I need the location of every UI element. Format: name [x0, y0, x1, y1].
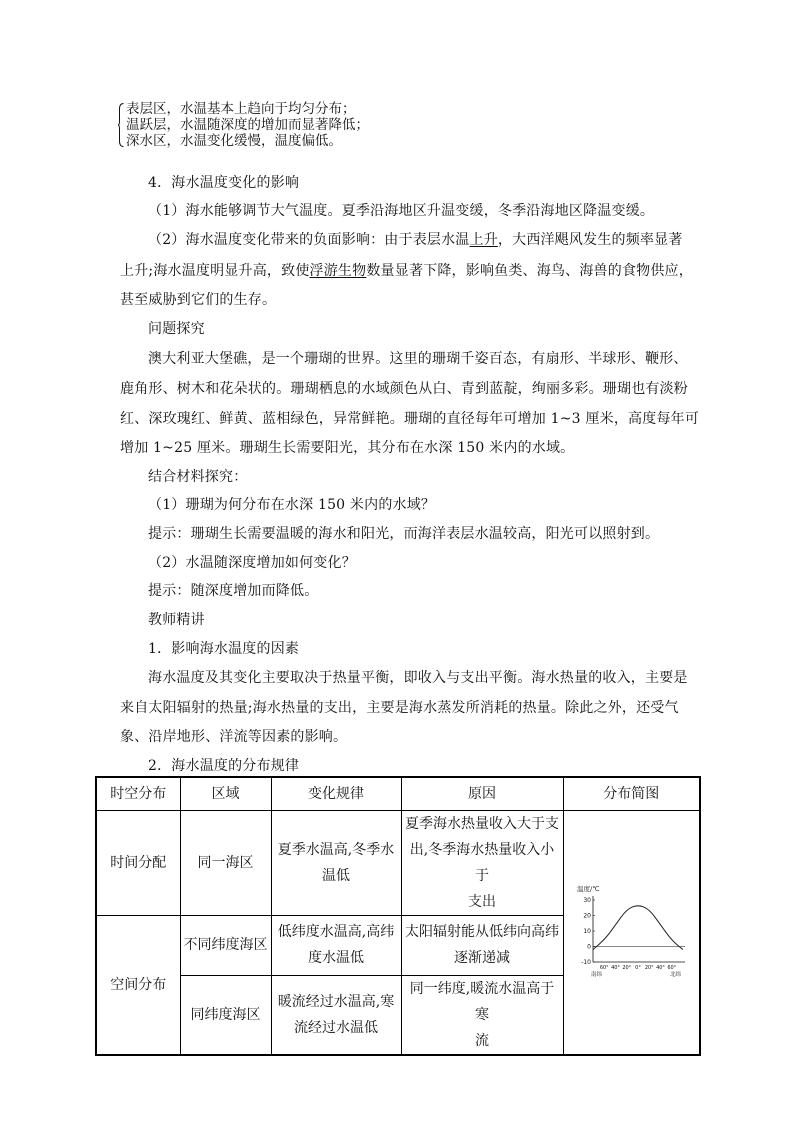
cell-line: 夏季水温高,冬季水	[277, 841, 395, 858]
temperature-distribution-table	[95, 776, 701, 1056]
ocean-layers-brace-list	[118, 101, 369, 149]
table-row-time	[96, 810, 700, 915]
section4-paragraph-2-line-3: 甚至威胁到它们的生存。	[120, 292, 277, 308]
chart-x-tick-label: 60°	[667, 964, 677, 971]
factors-heading: 1．影响海水温度的因素	[148, 641, 300, 657]
time-rule	[271, 810, 401, 915]
chart-ylabel: 温度/℃	[577, 884, 600, 893]
distribution-heading: 2．海水温度的分布规律	[148, 758, 300, 774]
cell-line: 度水温低	[308, 950, 364, 966]
inquiry-line-1: 澳大利亚大堡礁，是一个珊瑚的世界。这里的珊瑚千姿百态，有扇形、半球形、鞭形、	[148, 351, 688, 367]
factors-line-2: 来自太阳辐射的热量;海水热量的支出，主要是海水蒸发所消耗的热量。除此之外，还受气	[120, 700, 679, 716]
cell-line: 太阳辐射能从低纬向高纬	[405, 924, 559, 940]
inquiry-answer-2: 提示：随深度增加而降低。	[148, 583, 319, 599]
inquiry-question-1: （1）珊瑚为何分布在水深 150 米内的水域？	[148, 497, 436, 513]
header-region: 区域	[180, 777, 271, 810]
inquiry-line-4: 增加 1~25 厘米。珊瑚生长需要阳光，其分布在水深 150 米内的水域。	[120, 440, 575, 456]
space-rule-latitude	[271, 915, 401, 975]
chart-y-tick-label: 10	[583, 927, 592, 935]
header-rule: 变化规律	[271, 777, 401, 810]
underlined-text: 上升	[469, 232, 498, 248]
underlined-text: 浮游生物	[309, 263, 367, 279]
section4-paragraph-2-line-2	[120, 260, 693, 280]
chart-y-tick-label: 0	[587, 943, 592, 950]
brace-line-surface: 表层区，水温基本上趋向于均匀分布；	[126, 101, 356, 117]
header-time-space: 时空分布	[96, 777, 180, 810]
space-label: 空间分布	[96, 915, 180, 1055]
chart-x-tick-label: 60°	[600, 964, 609, 971]
cell-line: 流	[475, 1032, 489, 1049]
distribution-chart-cell	[563, 810, 700, 1055]
cell-line: 夏季海水热量收入大于支	[405, 815, 559, 832]
chart-y-tick-label: 30	[583, 896, 592, 904]
text-span: 数量显著下降，影响鱼类、海鸟、海兽的食物供应，	[366, 263, 693, 279]
inquiry-heading: 问题探究	[148, 321, 205, 337]
brace-line-thermocline: 温跃层，水温随深度的增加而显著降低；	[126, 117, 369, 133]
inquiry-line-2: 鹿角形、树木和花朵状的。珊瑚栖息的水域颜色从白、青到蓝靛，绚丽多彩。珊瑚也有淡粉	[120, 381, 688, 397]
time-label: 时间分配	[96, 810, 180, 915]
inquiry-prompt: 结合材料探究：	[148, 469, 248, 485]
space-region-latitude: 不同纬度海区	[180, 915, 271, 975]
section4-heading: 4．海水温度变化的影响	[148, 175, 300, 191]
teacher-heading: 教师精讲	[148, 612, 205, 628]
section4-paragraph-2-line-1	[148, 229, 683, 249]
cell-line: 支出	[468, 893, 496, 910]
cell-line: 温低	[322, 867, 350, 884]
cell-line: 暖流经过水温高,寒	[277, 993, 395, 1010]
temperature-latitude-chart	[571, 878, 691, 978]
chart-y-tick-label: 20	[583, 912, 592, 919]
chart-x-tick-label: 0°	[635, 964, 642, 971]
time-reason	[401, 810, 563, 915]
cell-line: 同一纬度,暖流水温高于寒	[409, 980, 555, 1023]
space-rule-same	[271, 975, 401, 1055]
space-reason-latitude	[401, 915, 563, 975]
table-header-row	[96, 777, 700, 810]
space-region-same: 同纬度海区	[180, 975, 271, 1055]
inquiry-line-3: 红、深玫瑰红、鲜黄、蓝相绿色，异常鲜艳。珊瑚的直径每年可增加 1~3 厘米，高度每年可	[120, 411, 700, 427]
left-brace-icon	[118, 103, 124, 147]
text-span: 上升;海水温度明显升高，致使	[120, 263, 310, 279]
chart-x-left-label: 南纬	[591, 971, 603, 978]
chart-x-tick-label: 40°	[656, 964, 666, 971]
chart-x-tick-label: 20°	[622, 964, 632, 971]
space-reason-same	[401, 975, 563, 1055]
text-span: ，大西洋飓风发生的频率显著	[497, 232, 683, 248]
chart-temperature-curve	[593, 905, 683, 949]
header-reason: 原因	[401, 777, 563, 810]
chart-y-tick-label: -10	[581, 958, 592, 966]
cell-line: 逐渐递减	[454, 950, 510, 966]
cell-line: 出,冬季海水热量收入小于	[409, 841, 555, 884]
header-diagram: 分布简图	[563, 777, 700, 810]
chart-x-tick-label: 40°	[611, 964, 621, 971]
inquiry-question-2: （2）水温随深度增加如何变化？	[148, 555, 356, 571]
inquiry-answer-1: 提示：珊瑚生长需要温暖的海水和阳光，而海洋表层水温较高，阳光可以照射到。	[148, 526, 660, 542]
time-region: 同一海区	[180, 810, 271, 915]
brace-line-deep: 深水区，水温变化缓慢，温度偏低。	[126, 133, 342, 149]
factors-line-3: 象、沿岸地形、洋流等因素的影响。	[120, 729, 348, 745]
section4-paragraph-1: （1）海水能够调节大气温度。夏季沿海地区升温变缓，冬季沿海地区降温变缓。	[148, 203, 655, 219]
chart-x-tick-label: 20°	[645, 964, 654, 971]
factors-line-1: 海水温度及其变化主要取决于热量平衡，即收入与支出平衡。海水热量的收入，主要是	[148, 670, 688, 686]
text-span: （2）海水温度变化带来的负面影响：由于表层水温	[148, 232, 470, 248]
chart-x-right-label: 北纬	[670, 971, 682, 978]
cell-line: 流经过水温低	[294, 1019, 378, 1036]
cell-line: 低纬度水温高,高纬	[277, 924, 395, 940]
